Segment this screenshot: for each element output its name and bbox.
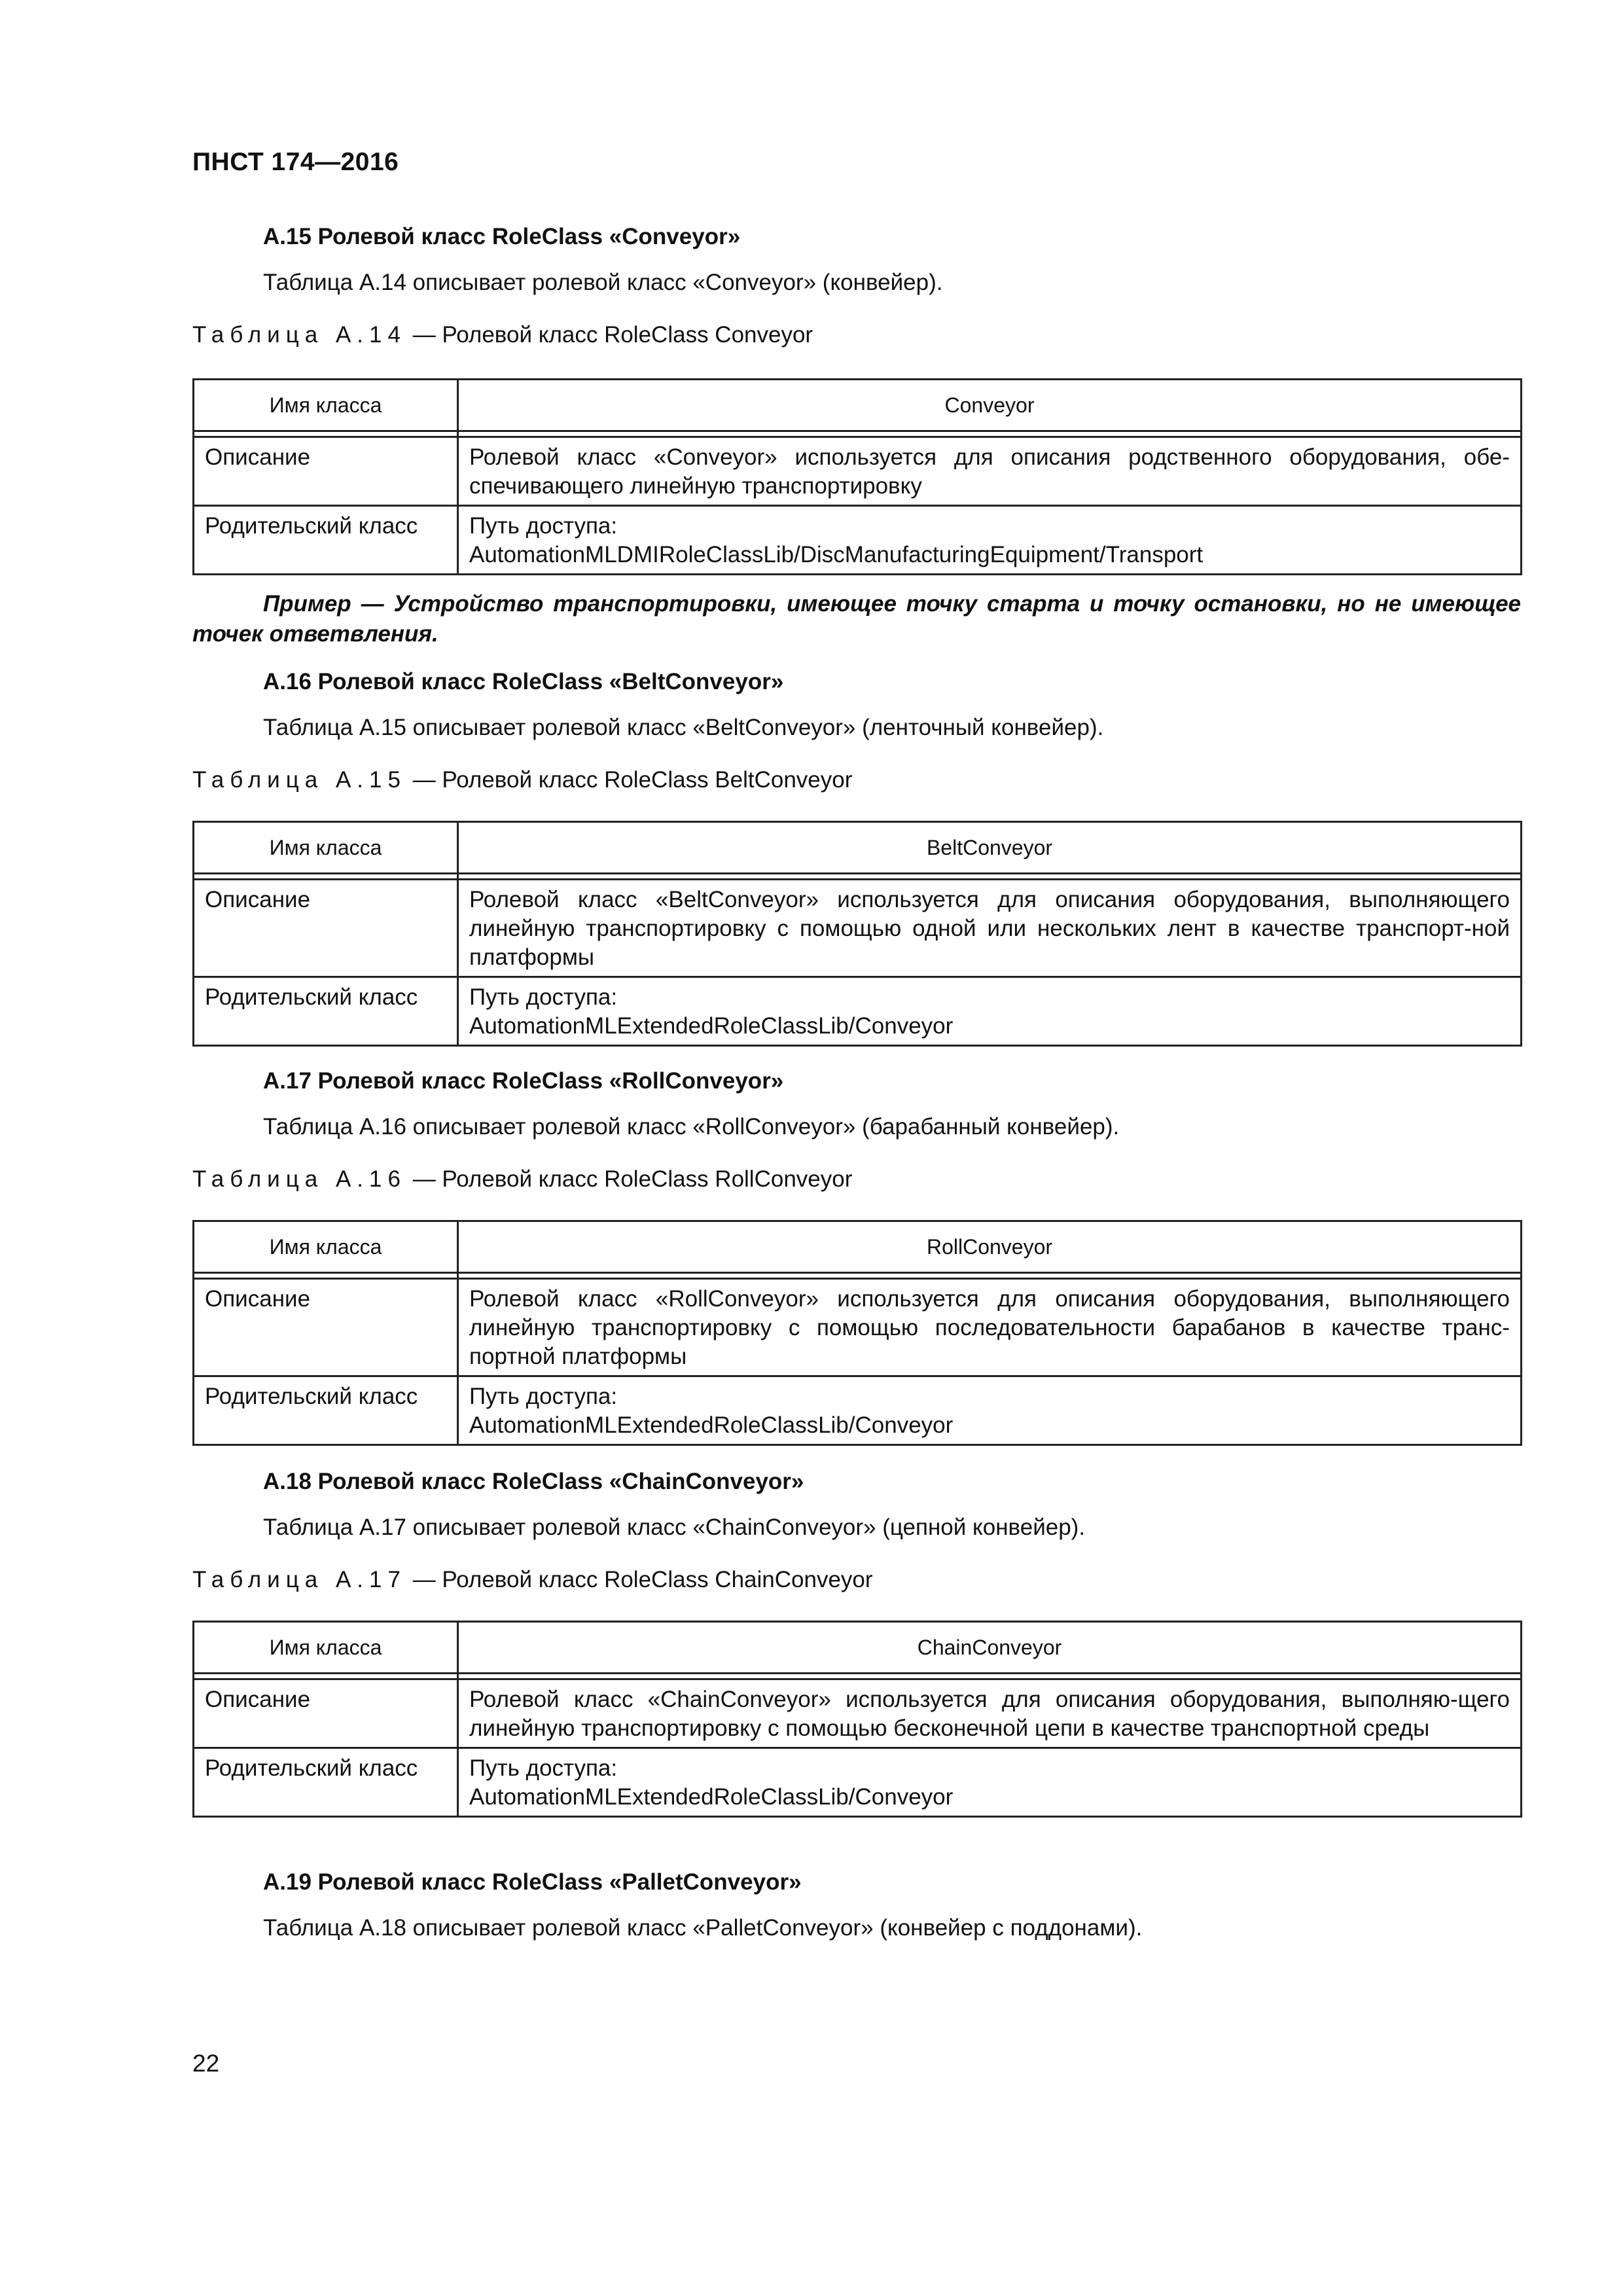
table-caption-a17 xyxy=(192,1567,1521,1593)
table-divider xyxy=(194,1273,458,1279)
parent-path: AutomationMLExtendedRoleClassLib/Conveyor xyxy=(469,1784,954,1810)
document-id-header: ПНСТ 174—2016 xyxy=(192,148,399,176)
table-divider xyxy=(458,431,1522,437)
table-header-class-value: Conveyor xyxy=(458,380,1522,431)
row-label-parent-class: Родительский класс xyxy=(194,1376,458,1445)
table-caption-a14 xyxy=(192,322,1521,348)
example-note: Пример — Устройство транспортировки, имеющее точку старта и точку остановки, но не имеющее точек ответвления. xyxy=(192,591,1521,647)
row-value-parent-class xyxy=(458,506,1522,575)
table-caption-a16 xyxy=(192,1166,1521,1193)
table-divider xyxy=(458,1674,1522,1679)
roleclass-table-a16 xyxy=(192,1220,1522,1446)
table-divider xyxy=(194,1674,458,1679)
row-value-description: Ролевой класс «ChainConveyor» используется для описания оборудования, выполняю-щего линейную транспортировку с помощью бесконечной цепи в качестве транспортной среды xyxy=(458,1679,1522,1748)
section-heading-a17: А.17 Ролевой класс RoleClass «RollConveyor» xyxy=(263,1068,784,1094)
row-label-parent-class: Родительский класс xyxy=(194,506,458,575)
row-value-description: Ролевой класс «RollConveyor» используется для описания оборудования, выполняющего линейную транспортировку с помощью последовательности барабанов в качестве транс-портной платформы xyxy=(458,1279,1522,1376)
parent-path-label: Путь доступа: xyxy=(469,1755,618,1781)
parent-path: AutomationMLDMIRoleClassLib/DiscManufacturingEquipment/Transport xyxy=(469,542,1204,567)
roleclass-table-a17 xyxy=(192,1621,1522,1818)
row-label-parent-class: Родительский класс xyxy=(194,1748,458,1817)
parent-path: AutomationMLExtendedRoleClassLib/Conveyor xyxy=(469,1013,954,1039)
table-divider xyxy=(458,1273,1522,1279)
row-value-description: Ролевой класс «BeltConveyor» используется для описания оборудования, выполняющего линейную транспортировку с помощью одной или нескольких лент в качестве транспорт-ной платформы xyxy=(458,880,1522,977)
parent-path-label: Путь доступа: xyxy=(469,984,618,1010)
row-value-parent-class xyxy=(458,1748,1522,1817)
row-label-parent-class: Родительский класс xyxy=(194,977,458,1046)
table-header-class-name: Имя класса xyxy=(194,380,458,431)
table-caption-label: Таблица А.14 xyxy=(192,322,406,348)
table-caption-label: Таблица А.16 xyxy=(192,1166,406,1192)
table-header-class-name: Имя класса xyxy=(194,822,458,874)
roleclass-table-a14 xyxy=(192,378,1522,575)
section-heading-a15: А.15 Ролевой класс RoleClass «Conveyor» xyxy=(263,224,741,249)
section-intro-a18: Таблица А.17 описывает ролевой класс «ChainConveyor» (цепной конвейер). xyxy=(263,1515,1086,1540)
table-header-class-name: Имя класса xyxy=(194,1622,458,1674)
table-header-class-value: RollConveyor xyxy=(458,1221,1522,1273)
parent-path-label: Путь доступа: xyxy=(469,513,618,539)
table-caption-title: — Ролевой класс RoleClass ChainConveyor xyxy=(406,1567,873,1592)
section-heading-a19: А.19 Ролевой класс RoleClass «PalletConveyor» xyxy=(263,1869,802,1895)
table-divider xyxy=(194,874,458,880)
table-caption-a15 xyxy=(192,767,1521,793)
table-divider xyxy=(458,874,1522,880)
section-intro-a16: Таблица А.15 описывает ролевой класс «BeltConveyor» (ленточный конвейер). xyxy=(263,715,1104,740)
table-caption-title: — Ролевой класс RoleClass Conveyor xyxy=(406,322,813,348)
row-label-description: Описание xyxy=(194,1679,458,1748)
parent-path-label: Путь доступа: xyxy=(469,1384,618,1409)
parent-path: AutomationMLExtendedRoleClassLib/Conveyor xyxy=(469,1412,954,1438)
section-intro-a15: Таблица А.14 описывает ролевой класс «Conveyor» (конвейер). xyxy=(263,270,943,295)
row-label-description: Описание xyxy=(194,880,458,977)
row-value-parent-class xyxy=(458,1376,1522,1445)
roleclass-table-a15 xyxy=(192,821,1522,1047)
table-caption-label: Таблица А.17 xyxy=(192,1567,406,1592)
table-divider xyxy=(194,431,458,437)
row-value-parent-class xyxy=(458,977,1522,1046)
table-caption-label: Таблица А.15 xyxy=(192,767,406,793)
table-caption-title: — Ролевой класс RoleClass BeltConveyor xyxy=(406,767,853,793)
section-heading-a16: А.16 Ролевой класс RoleClass «BeltConveyor» xyxy=(263,669,784,694)
table-header-class-value: ChainConveyor xyxy=(458,1622,1522,1674)
table-caption-title: — Ролевой класс RoleClass RollConveyor xyxy=(406,1166,853,1192)
table-header-class-name: Имя класса xyxy=(194,1221,458,1273)
row-label-description: Описание xyxy=(194,437,458,506)
section-heading-a18: А.18 Ролевой класс RoleClass «ChainConveyor» xyxy=(263,1469,804,1494)
section-intro-a17: Таблица А.16 описывает ролевой класс «RollConveyor» (барабанный конвейер). xyxy=(263,1114,1120,1139)
page-number: 22 xyxy=(192,2050,220,2077)
row-label-description: Описание xyxy=(194,1279,458,1376)
table-header-class-value: BeltConveyor xyxy=(458,822,1522,874)
section-intro-a19: Таблица А.18 описывает ролевой класс «PalletConveyor» (конвейер с поддонами). xyxy=(263,1915,1143,1941)
row-value-description: Ролевой класс «Conveyor» используется для описания родственного оборудования, обе-спечивающего линейную транспортировку xyxy=(458,437,1522,506)
